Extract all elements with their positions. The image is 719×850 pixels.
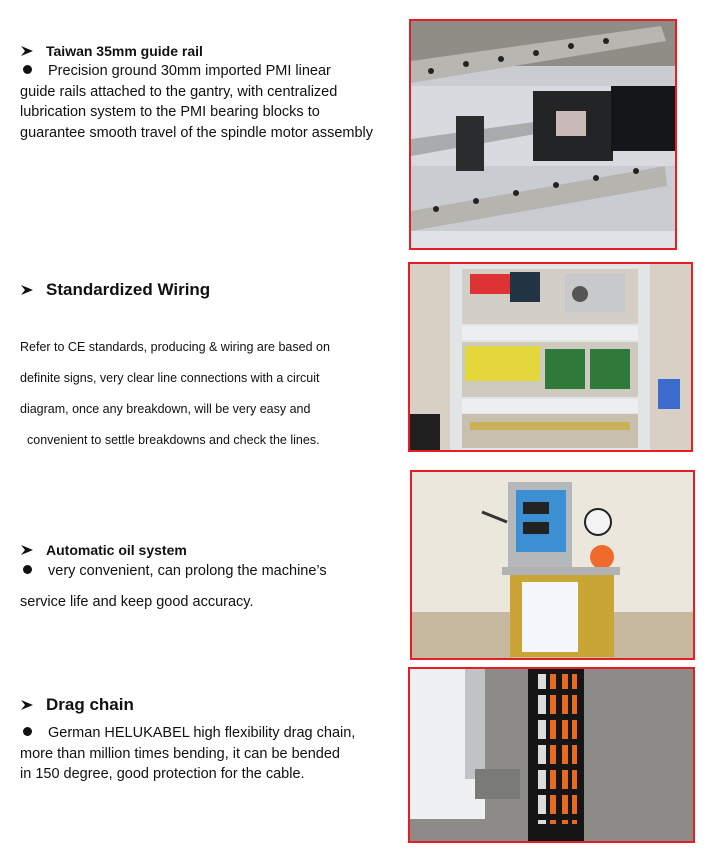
section-heading [20, 279, 400, 301]
section-heading [20, 694, 400, 716]
body-line: service life and keep good accuracy. [20, 594, 254, 610]
wiring-cabinet-photo [408, 262, 693, 452]
bullet-text: Precision ground 30mm imported PMI linear [48, 63, 331, 79]
body-line: guide rails attached to the gantry, with centralized [20, 83, 338, 100]
section-body [20, 332, 400, 456]
body-line: Refer to CE standards, producing & wiring are based on [20, 340, 330, 354]
section-guide-rail [20, 41, 400, 143]
body-line: definite signs, very clear line connections with a circuit [20, 371, 320, 385]
section-body [20, 61, 400, 143]
guide-rail-photo [409, 19, 677, 250]
section-oil-system [20, 540, 400, 618]
arrowhead-icon [20, 284, 34, 296]
arrowhead-icon [20, 699, 34, 711]
wiring-cabinet-image [410, 264, 691, 450]
section-title: Drag chain [46, 695, 134, 714]
bullet-icon [23, 65, 32, 74]
drag-chain-image [410, 669, 693, 841]
oil-pump-image [412, 472, 693, 658]
section-title: Standardized Wiring [46, 280, 211, 299]
bullet-text: German HELUKABEL high flexibility drag chain, [48, 725, 356, 741]
drag-chain-photo [408, 667, 695, 843]
bullet-text: very convenient, can prolong the machine’s [48, 563, 327, 579]
body-line: diagram, once any breakdown, will be very easy and [20, 402, 311, 416]
section-title: Taiwan 35mm guide rail [46, 43, 203, 59]
body-line: guarantee smooth travel of the spindle motor assembly [20, 124, 374, 141]
arrowhead-icon [20, 544, 34, 556]
oil-lubrication-pump-photo [410, 470, 695, 660]
section-drag-chain [20, 694, 400, 785]
section-body [20, 556, 400, 618]
section-wiring [20, 279, 400, 456]
section-body [20, 723, 400, 785]
body-line: more than million times bending, it can be bended [20, 745, 340, 762]
body-line: convenient to settle breakdowns and check the lines. [27, 433, 320, 447]
guide-rail-image [411, 21, 675, 248]
section-title: Automatic oil system [46, 542, 187, 558]
body-line: lubrication system to the PMI bearing blocks to [20, 104, 320, 120]
section-heading [20, 41, 400, 61]
bullet-icon [23, 727, 32, 736]
bullet-icon [23, 565, 32, 574]
arrowhead-icon [20, 45, 34, 57]
body-line: in 150 degree, good protection for the cable. [20, 766, 305, 782]
